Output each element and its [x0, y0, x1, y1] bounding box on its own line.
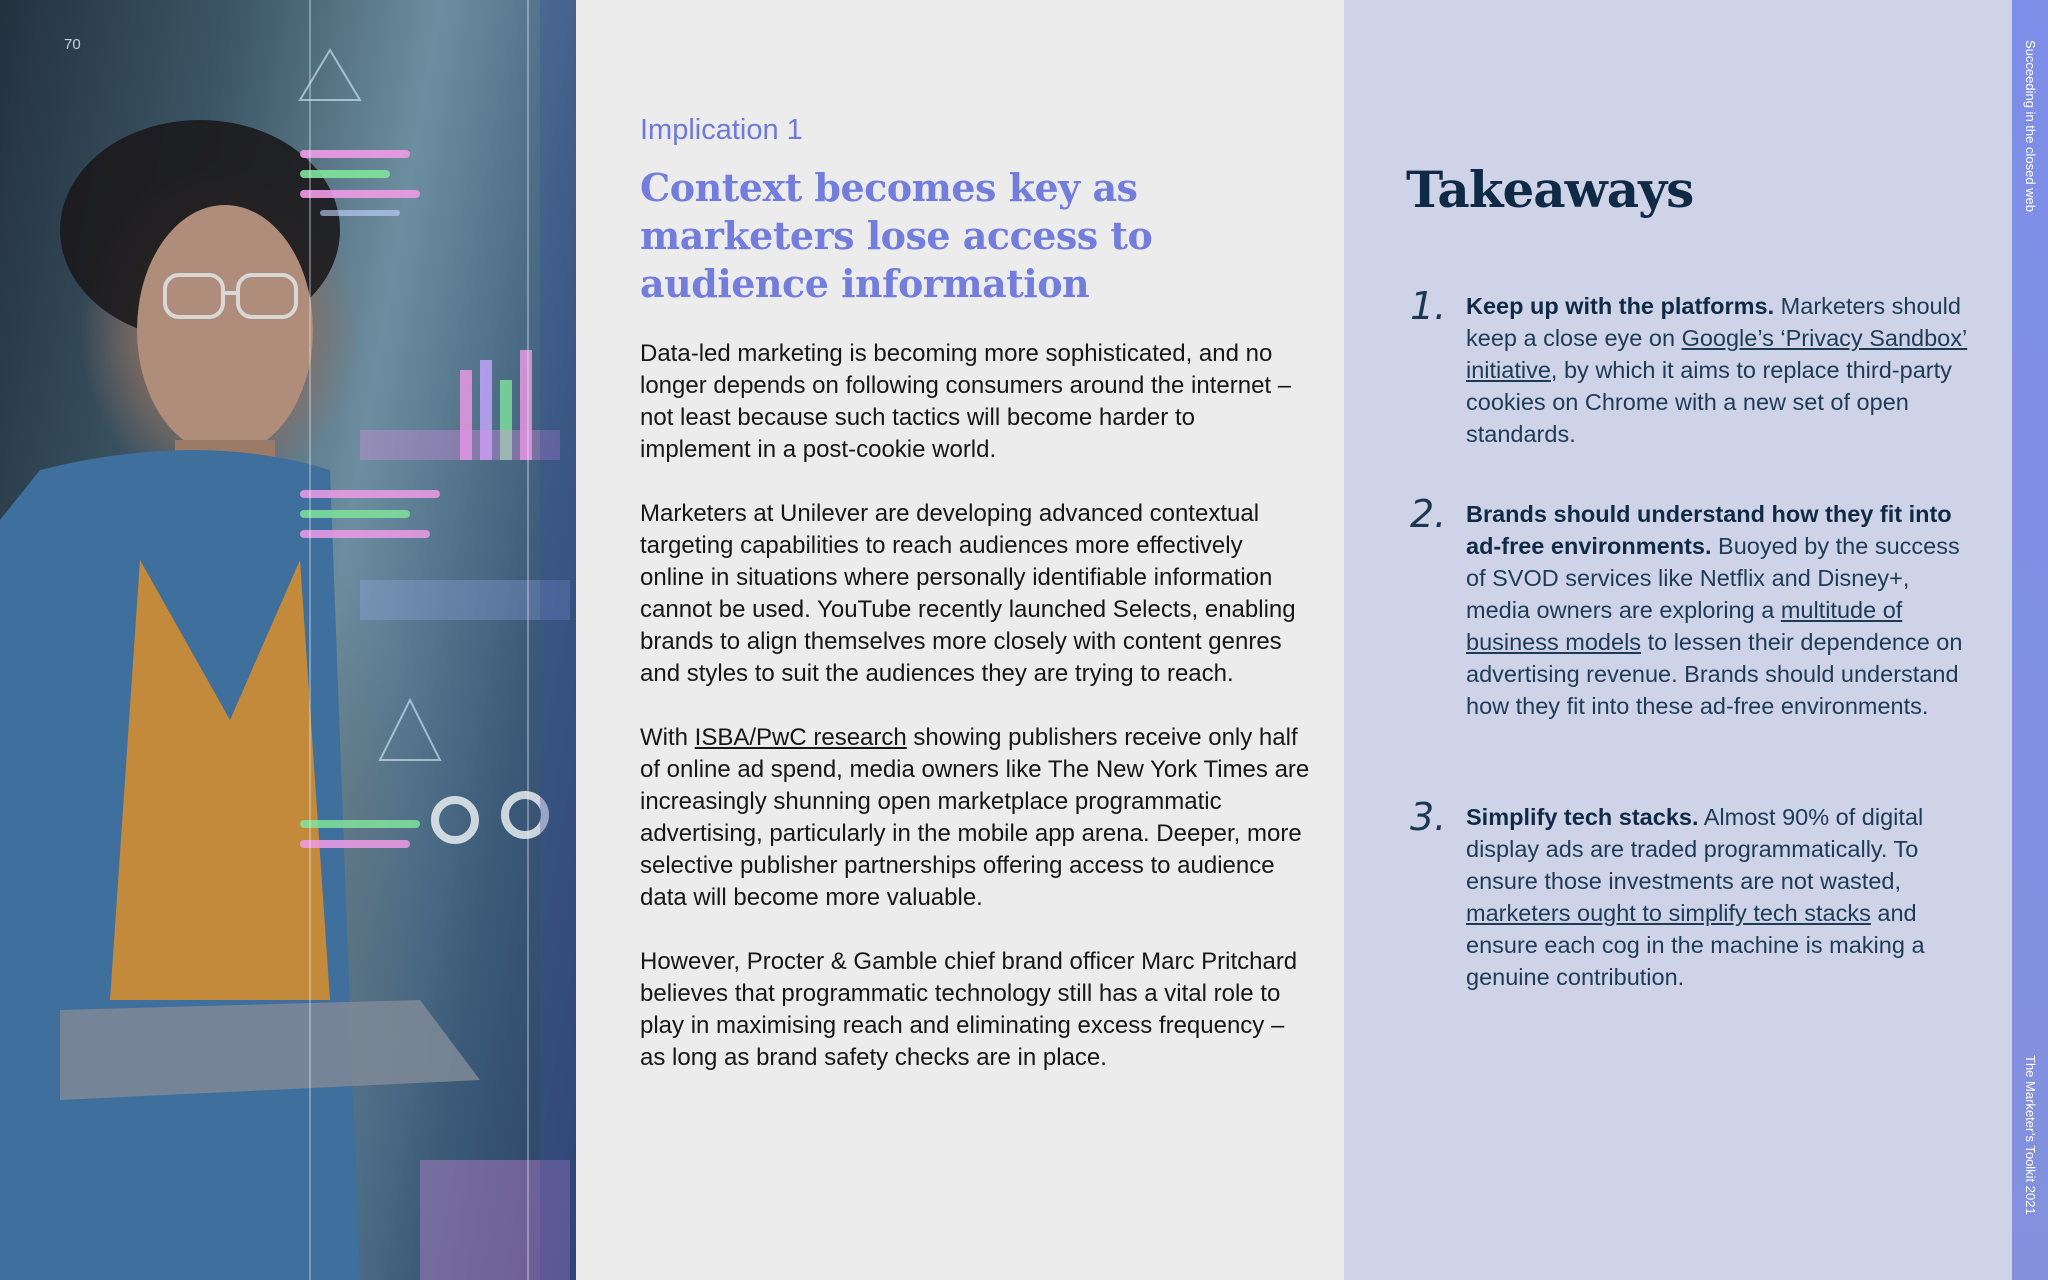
paragraph-3: [640, 722, 1312, 914]
takeaway-before: Marketers should keep a close eye on: [1466, 293, 1961, 351]
simplify-tech-stacks-link[interactable]: marketers ought to simplify tech stacks: [1466, 900, 1871, 926]
takeaway-before: Buoyed by the success of SVOD services like Netflix and Disney+, media owners are exploring a: [1466, 533, 1960, 623]
section-running-title: Succeeding in the closed web: [2023, 40, 2038, 213]
section-eyebrow: Implication 1: [640, 114, 803, 146]
takeaway-before: Almost 90% of digital display ads are traded programmatically. To ensure those investments are not wasted,: [1466, 804, 1924, 894]
paragraph-2: Marketers at Unilever are developing advanced contextual targeting capabilities to reach audiences more effectively online in situations where personally identifiable information cannot be used. YouTube recently launched Selects, enabling brands to align themselves more closely with content genres and styles to suit the audiences they are trying to reach.: [640, 500, 1296, 687]
takeaway-2: [1410, 492, 1970, 722]
takeaway-text: [1466, 290, 1970, 450]
takeaway-1: [1410, 284, 1970, 450]
hero-photo: [0, 0, 576, 1280]
takeaway-text: [1466, 498, 1970, 722]
paragraph-3-before: With: [640, 724, 695, 751]
isba-pwc-research-link[interactable]: ISBA/PwC research: [694, 724, 907, 751]
section-headline: Context becomes key as marketers lose access to audience information: [640, 165, 1153, 306]
side-strip: [2012, 0, 2048, 1280]
takeaway-after: and ensure each cog in the machine is making a genuine contribution.: [1466, 900, 1925, 990]
takeaway-number: 3.: [1410, 795, 1447, 839]
takeaway-number: 2.: [1410, 492, 1447, 536]
publication-title: The Marketer’s Toolkit 2021: [2023, 1055, 2038, 1215]
takeaway-number: 1.: [1410, 284, 1447, 328]
holographic-overlay: [0, 0, 576, 1280]
privacy-sandbox-link[interactable]: Google’s ‘Privacy Sandbox’ initiative: [1466, 325, 1968, 383]
paragraph-4: However, Procter & Gamble chief brand officer Marc Pritchard believes that programmatic technology still has a vital role to play in maximising reach and eliminating excess frequency – as long as brand safety checks are in place.: [640, 948, 1298, 1071]
paragraph-1: Data-led marketing is becoming more sophisticated, and no longer depends on following consumers around the internet – not least because such tactics will become harder to implement in a post-cookie world.: [640, 340, 1292, 463]
takeaway-after: , by which it aims to replace third-party cookies on Chrome with a new set of open standards.: [1466, 357, 1952, 447]
paragraph-3-after: showing publishers receive only half of online ad spend, media owners like The New York Times are increasingly shunning open marketplace programmatic advertising, particularly in the mobile app arena. Deeper, more selective publisher partnerships offering access to audience data will become more valuable.: [640, 724, 1310, 911]
article-body: [640, 338, 1312, 1106]
takeaway-text: [1466, 801, 1970, 993]
takeaways-panel: [1344, 0, 2012, 1280]
takeaway-lead: Keep up with the platforms.: [1466, 293, 1775, 319]
takeaway-lead: Simplify tech stacks.: [1466, 804, 1699, 830]
takeaway-after: to lessen their dependence on advertising revenue. Brands should understand how they fit into these ad-free environments.: [1466, 629, 1963, 719]
takeaway-lead: Brands should understand how they fit into ad-free environments.: [1466, 501, 1952, 559]
takeaway-3: [1410, 795, 1970, 993]
business-models-link[interactable]: multitude of business models: [1466, 597, 1903, 655]
takeaways-title: Takeaways: [1406, 160, 1694, 219]
page-number: 70: [64, 36, 81, 53]
article-column: [576, 0, 1344, 1280]
